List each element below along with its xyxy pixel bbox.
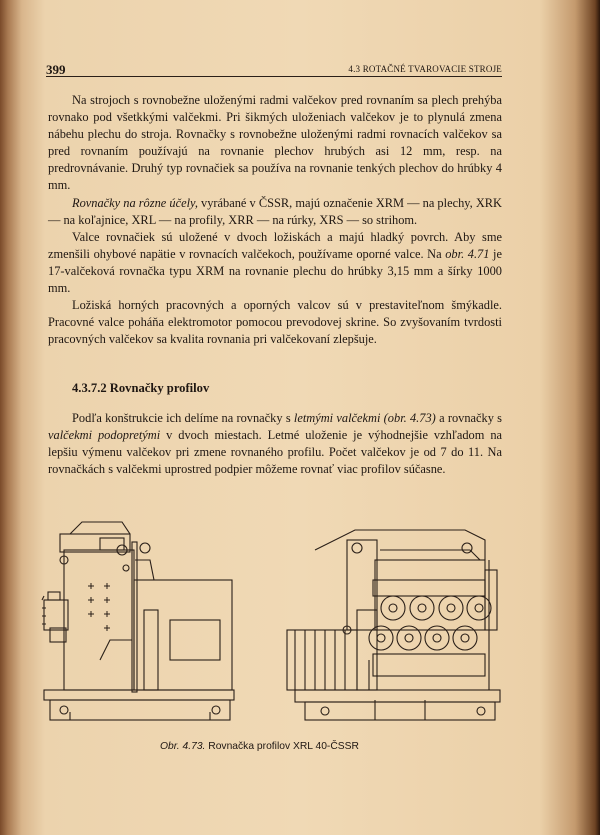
machine-drawing-front-view bbox=[285, 520, 505, 730]
figure-caption: Obr. 4.73. Rovnačka profilov XRL 40-ČSSR bbox=[160, 741, 359, 752]
paragraph: Na strojoch s rovnobežne uloženými radmi valčekov pred rovnaním sa plech prehýba rovnako pod všetkkými valčekmi. Pri šikmých uloženiach valčekov je to plynulá zmena nábehu plechu do stroja. Rovnačky s rovnobežne uloženými radmi rovnacích valčekov sa pred rovnaním používajú na rovnanie plechov hrubých asi 12 mm, resp. na predrovnávanie. Druhý typ rovnačiek sa používa na rovnanie tenkých plechov do hrúbky 4 mm. bbox=[48, 93, 502, 193]
body-text-top bbox=[48, 92, 502, 348]
running-title: 4.3 ROTAČNÉ TVAROVACIE STROJE bbox=[348, 64, 502, 74]
page-header bbox=[46, 62, 502, 77]
section-heading: 4.3.7.2 Rovnačky profilov bbox=[72, 381, 210, 395]
paragraph: Podľa konštrukcie ich delíme na rovnačky s letmými valčekmi (obr. 4.73) a rovnačky s valčekmi podopretými v dvoch miestach. Letmé uloženie je výhodnejšie vzhľadom na lepšiu výmenu valčekov pri zmene rovnaného profilu. Počet valčekov je od 7 do 11. Na rovnačkách s valčekmi uprostred podpier môžeme rovnať viac profilov súčasne. bbox=[48, 411, 503, 477]
paragraph: Rovnačky na rôzne účely, vyrábané v ČSSR, majú označenie XRM — na plechy, XRK — na koľajnice, XRL — na profily, XRR — na rúrky, XRS — so strihom. bbox=[48, 195, 503, 227]
paragraph: Ložiská horných pracovných a oporných valcov sú v prestaviteľnom šmýkadle. Pracovné valce poháňa elektromotor pomocou prevodovej skrine. So zvyšovaním tvrdosti pracovných valčekov sa kvalita rovnania pri valčekovaní zlepšuje. bbox=[48, 298, 502, 347]
machine-drawing-side-view bbox=[40, 520, 240, 725]
paragraph: Valce rovnačiek sú uložené v dvoch ložiskách a majú hladký povrch. Aby sme zmenšili ohybové napätie v rovnacích valčekoch, používame oporné valce. Na obr. 4.71 je 17-valčeková rovnačka typu XRM na rovnanie plechu do hrúbky 3,15 mm a šírky 1000 mm. bbox=[48, 229, 502, 296]
body-text-bottom bbox=[48, 410, 502, 478]
page-number: 399 bbox=[46, 62, 66, 77]
